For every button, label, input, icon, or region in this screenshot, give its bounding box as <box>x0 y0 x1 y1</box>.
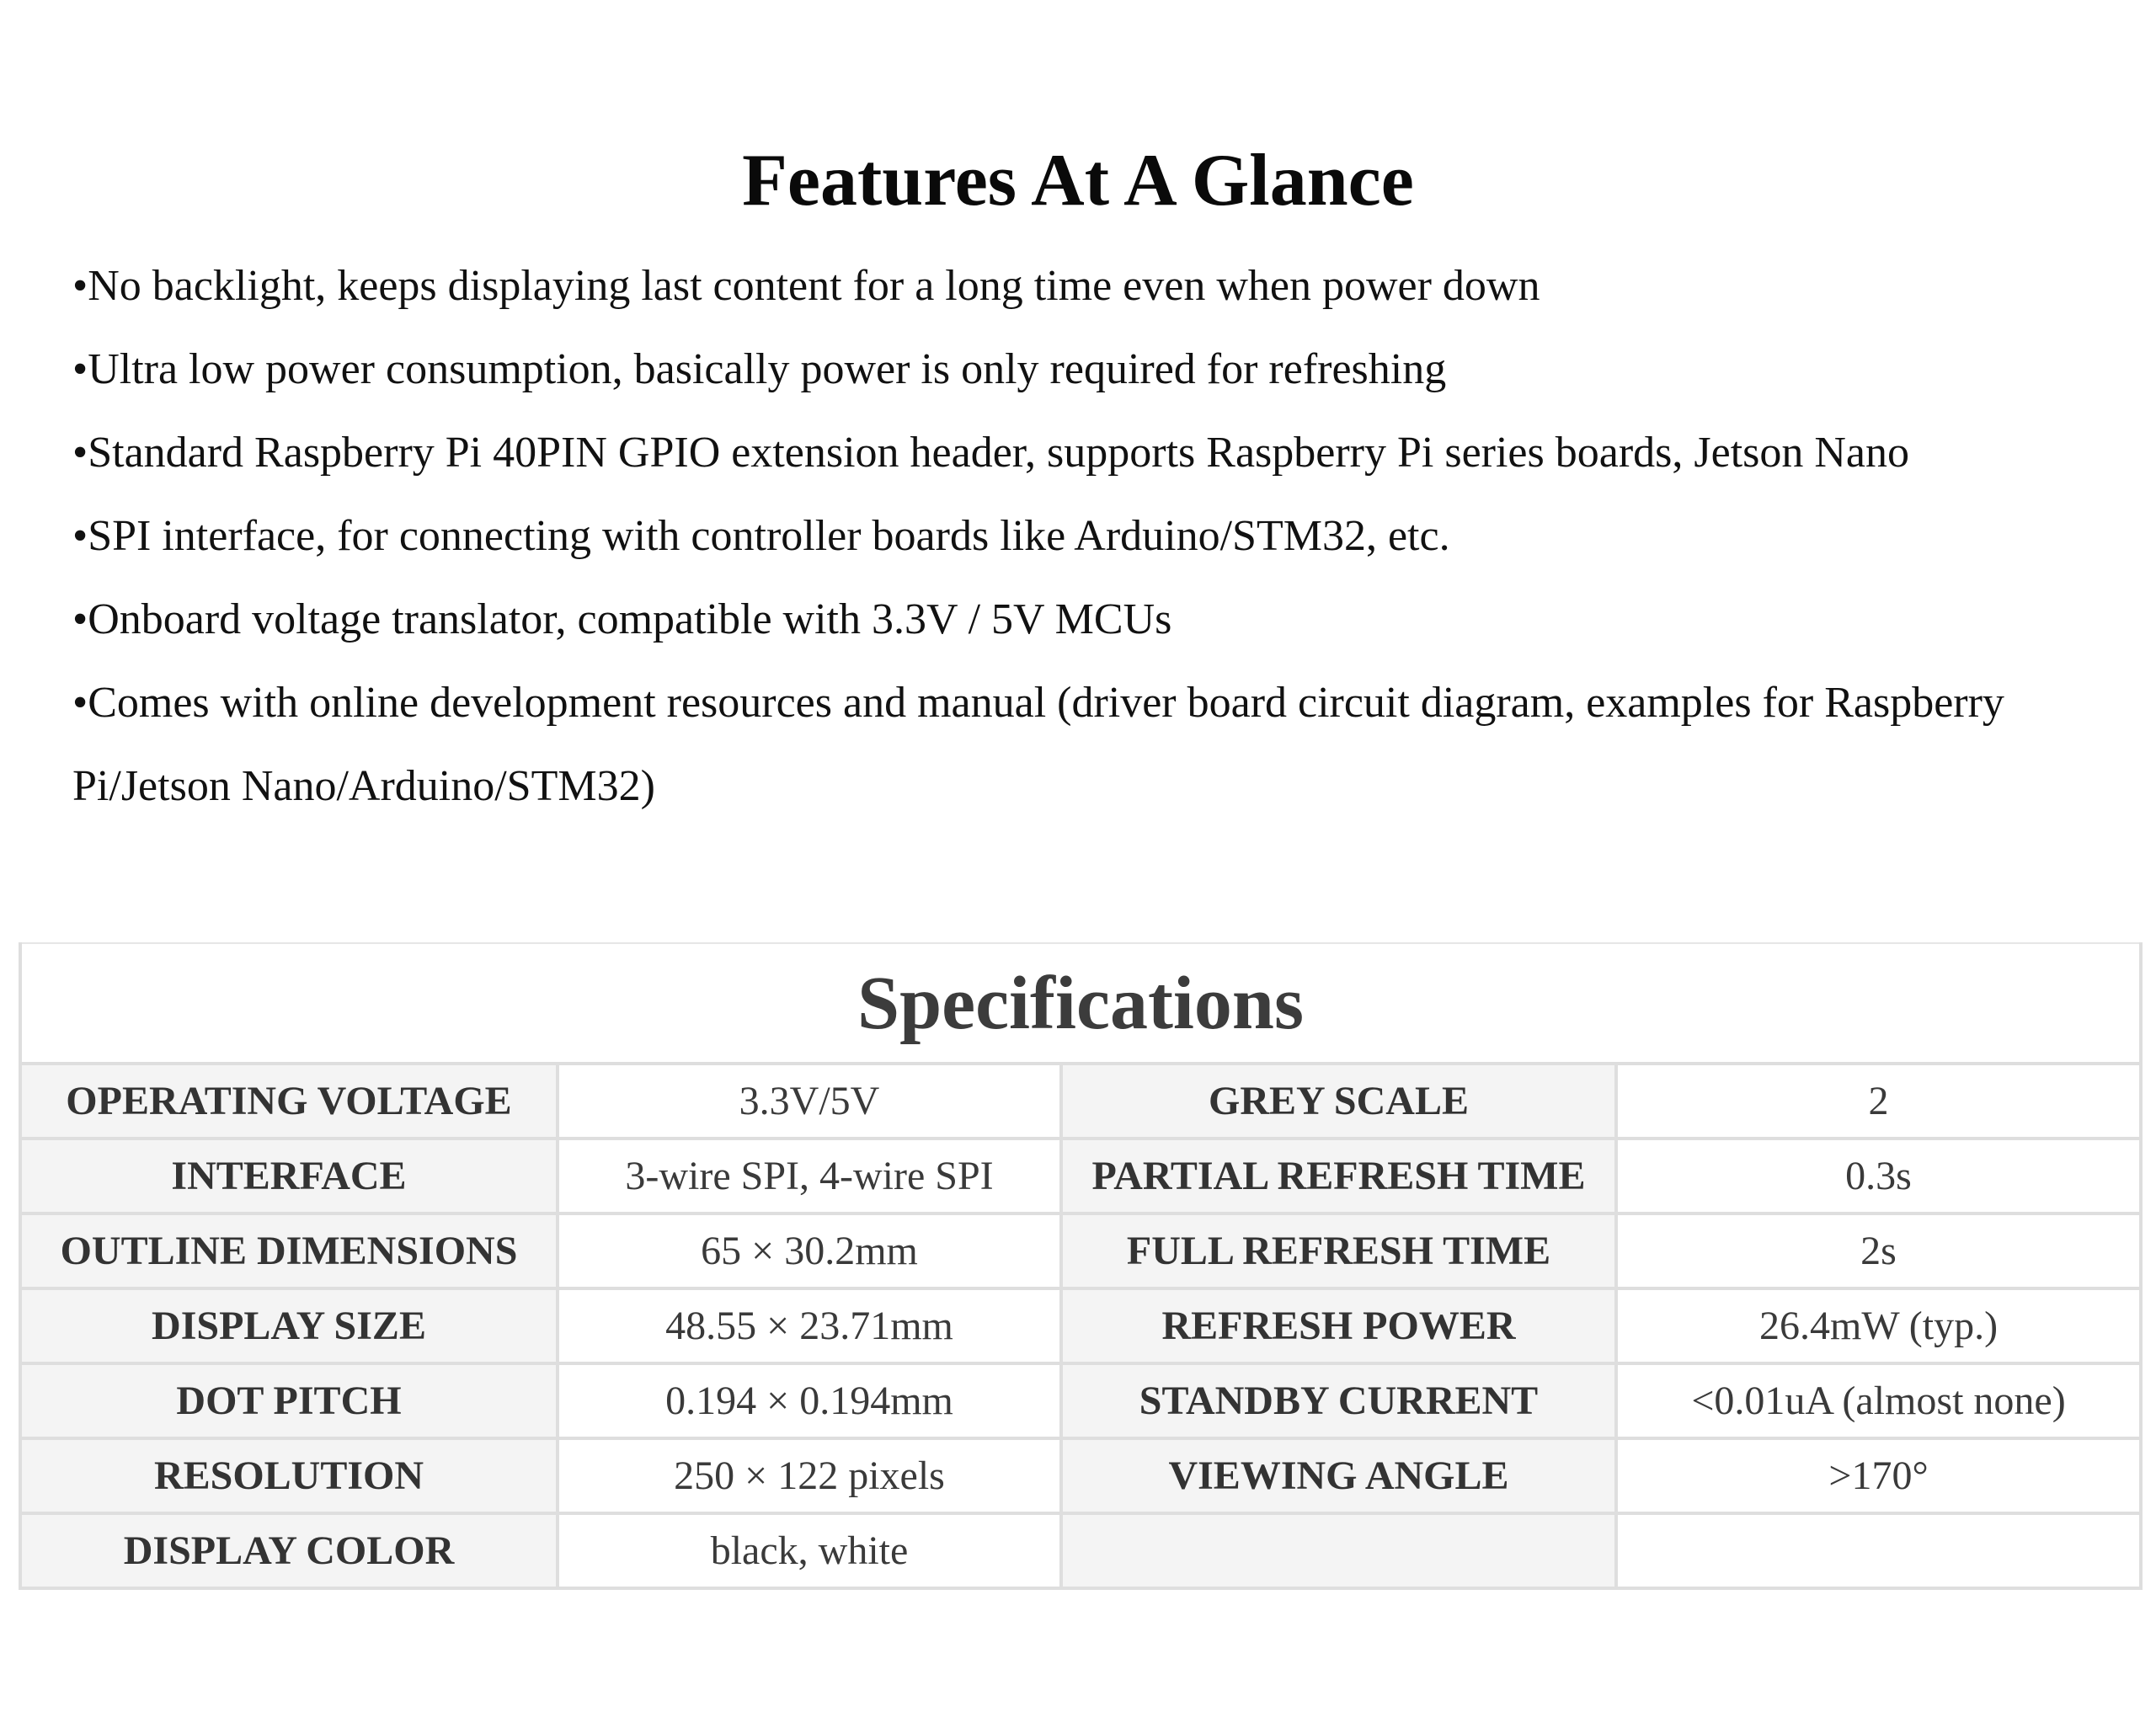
spec-value: 3.3V/5V <box>558 1064 1061 1139</box>
spec-value: 26.4mW (typ.) <box>1616 1288 2141 1363</box>
spec-value: >170° <box>1616 1438 2141 1513</box>
spec-value: 250 × 122 pixels <box>558 1438 1061 1513</box>
spec-label: VIEWING ANGLE <box>1061 1438 1616 1513</box>
spec-value: 48.55 × 23.71mm <box>558 1288 1061 1363</box>
spec-label: DOT PITCH <box>20 1363 558 1438</box>
features-title: Features At A Glance <box>742 140 1414 221</box>
spec-value: 0.3s <box>1616 1139 2141 1213</box>
spec-label: OUTLINE DIMENSIONS <box>20 1213 558 1288</box>
spec-label: INTERFACE <box>20 1139 558 1213</box>
spec-value: <0.01uA (almost none) <box>1616 1363 2141 1438</box>
spec-label: RESOLUTION <box>20 1438 558 1513</box>
feature-item: •Onboard voltage translator, compatible with 3.3V / 5V MCUs <box>72 595 1172 643</box>
spec-label: DISPLAY COLOR <box>20 1513 558 1588</box>
specifications-title-row <box>20 943 2141 1064</box>
table-row <box>20 1139 2141 1213</box>
features-list <box>72 244 2111 828</box>
spec-label: PARTIAL REFRESH TIME <box>1061 1139 1616 1213</box>
table-row <box>20 1213 2141 1288</box>
table-row <box>20 1438 2141 1513</box>
spec-value: 65 × 30.2mm <box>558 1213 1061 1288</box>
spec-value: 2 <box>1616 1064 2141 1139</box>
spec-label <box>1061 1513 1616 1588</box>
spec-label: STANDBY CURRENT <box>1061 1363 1616 1438</box>
specifications-table <box>19 942 2143 1590</box>
table-row <box>20 1363 2141 1438</box>
spec-value: 2s <box>1616 1213 2141 1288</box>
feature-item: •Standard Raspberry Pi 40PIN GPIO extension header, supports Raspberry Pi series boards, Jetson Nano <box>72 429 1910 477</box>
spec-value <box>1616 1513 2141 1588</box>
specifications-title: Specifications <box>20 943 2141 1064</box>
spec-label: REFRESH POWER <box>1061 1288 1616 1363</box>
feature-item: •Comes with online development resources and manual (driver board circuit diagram, examples for Raspberry Pi/Jetson Nano/Arduino/STM32) <box>72 679 2004 810</box>
spec-label: FULL REFRESH TIME <box>1061 1213 1616 1288</box>
feature-item: •No backlight, keeps displaying last content for a long time even when power down <box>72 262 1540 310</box>
spec-label: GREY SCALE <box>1061 1064 1616 1139</box>
spec-value: 3-wire SPI, 4-wire SPI <box>558 1139 1061 1213</box>
spec-value: 0.194 × 0.194mm <box>558 1363 1061 1438</box>
feature-item: •Ultra low power consumption, basically power is only required for refreshing <box>72 345 1447 393</box>
spec-value: black, white <box>558 1513 1061 1588</box>
table-row <box>20 1513 2141 1588</box>
table-row <box>20 1064 2141 1139</box>
spec-label: DISPLAY SIZE <box>20 1288 558 1363</box>
table-row <box>20 1288 2141 1363</box>
spec-label: OPERATING VOLTAGE <box>20 1064 558 1139</box>
feature-item: •SPI interface, for connecting with controller boards like Arduino/STM32, etc. <box>72 512 1450 560</box>
